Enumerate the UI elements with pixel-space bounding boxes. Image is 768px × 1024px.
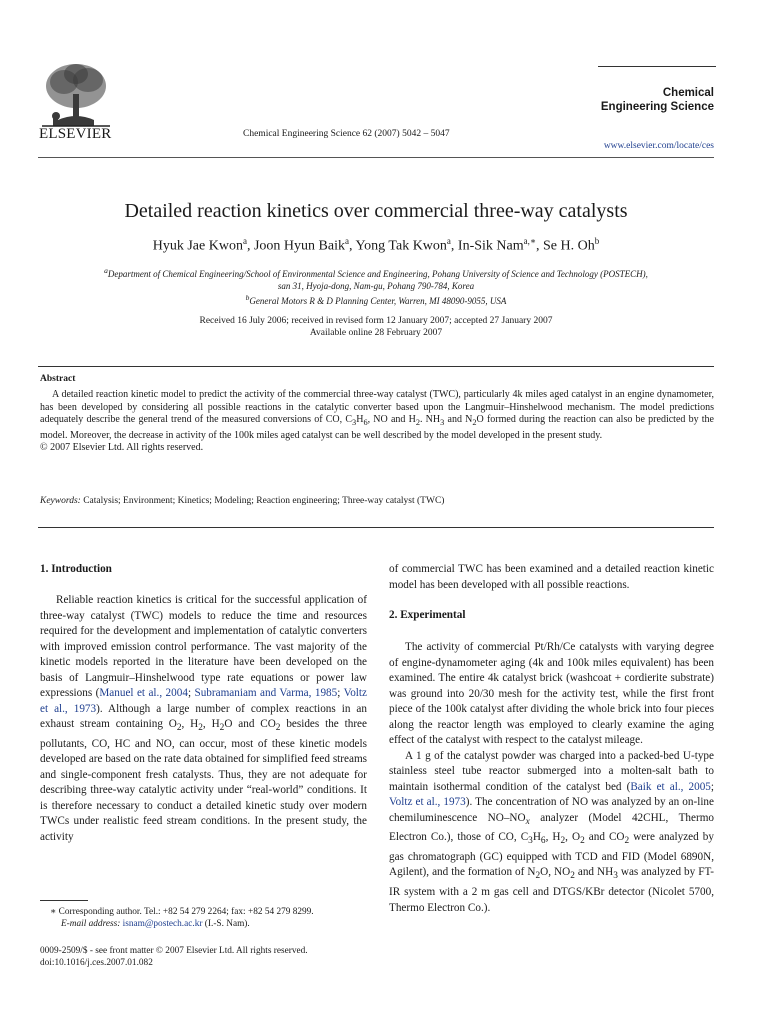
- journal-name-line2: Engineering Science: [600, 101, 714, 113]
- publisher-name: ELSEVIER: [39, 126, 112, 142]
- author-name: Yong Tak Kwon: [355, 238, 447, 254]
- keywords: [40, 496, 714, 506]
- article-title: Detailed reaction kinetics over commercial three-way catalysts: [124, 200, 628, 222]
- author-name: Hyuk Jae Kwon: [152, 238, 243, 254]
- received-dates: Received 16 July 2006; received in revised form 12 January 2007; accepted 27 January 2007: [199, 316, 553, 326]
- affiliation-b-text: General Motors R & D Planning Center, Warren, MI 48090-9055, USA: [249, 296, 507, 306]
- intro-paragraph: Reliable reaction kinetics is critical for the successful application of three-way catalyst (TWC) models to reduce the time and resources required for the development and implementation of catalytic converters with improved emission control performance. The vast majority of the kinetic models reported in the literature have been developed on the basis of Langmuir–Hinshelwood type rate equations or power law expressions (Manuel et al., 2004; Subramaniam and Varma, 1985; Voltz et al., 1973). Although a large number of complex reactions in an exhaust stream containing $O_2$, $H_2$, $H_2O$ and $CO_2$ besides the three pollutants, CO, HC and NO, can occur, most of these kinetic models developed are based on the rate data obtained for simplified feed streams and single-component fresh catalysts. Thus, they are not adequate for describing three-way catalytic activity under “real-world” conditions. It is therefore necessary to conduct a detailed kinetic study over modern TWCs under realistic feed stream conditions. In the present study, the activity: [40, 594, 367, 843]
- reference-link[interactable]: Subramaniam and Varma, 1985: [194, 687, 338, 699]
- journal-citation: Chemical Engineering Science 62 (2007) 5042 – 5047: [243, 129, 450, 139]
- header-divider: [38, 157, 714, 158]
- reference-link[interactable]: Voltz et al., 1973: [389, 796, 466, 808]
- abstract-copyright: © 2007 Elsevier Ltd. All rights reserved.: [40, 442, 204, 454]
- email-suffix: (I.-S. Nam).: [204, 919, 250, 929]
- email-link[interactable]: isnam@postech.ac.kr: [122, 919, 203, 929]
- keywords-label: Keywords:: [40, 496, 81, 506]
- author-name: Joon Hyun Baik: [253, 238, 345, 254]
- journal-name: [598, 86, 714, 114]
- author-name: Se H. Oh: [543, 238, 595, 254]
- footnote-mark: ∗: [50, 907, 57, 917]
- author-affiliation-mark: b: [594, 236, 600, 246]
- footnote-rule: [40, 900, 88, 901]
- author-affiliation-mark: a,∗: [523, 236, 537, 246]
- keywords-list: Catalysis; Environment; Kinetics; Modeling; Reaction engineering; Three-way catalyst (TWC): [83, 496, 445, 506]
- abstract-paragraph: A detailed reaction kinetic model to predict the activity of the commercial three-way catalyst (TWC), particularly 4k miles aged catalyst in an engine dynamometer, has been developed by considering all possible reactions in the catalytic converter based upon the Langmuir–Hinshelwood mechanism. The model predictions adequately describe the general trend of the measured conversions of CO, $C_3H_6$, NO and $H_2$. $NH_3$ and $N_2O$ formed during the reaction can also be predicted by the model. Moreover, the decrease in activity of the 100k miles aged catalyst can be well described by the model developed in the present study.: [40, 389, 715, 441]
- corresponding-author-footnote: [50, 906, 370, 918]
- corresponding-author-text: Corresponding author. Tel.: +82 54 279 2264; fax: +82 54 279 8299.: [58, 907, 314, 917]
- introduction-body: [40, 593, 367, 845]
- author-name: In-Sik Nam: [457, 238, 524, 254]
- email-footnote: [61, 918, 371, 930]
- journal-name-line1: Chemical: [662, 87, 714, 99]
- journal-url-link[interactable]: www.elsevier.com/locate/ces: [603, 141, 714, 151]
- experimental-paragraph: The activity of commercial Pt/Rh/Ce catalysts with varying degree of engine-dynamometer aging (4k and 100k miles equivalent) has been examined. The entire 4k catalyst brick (washcoat + cordierite substrate) was ground into 20/30 mesh for the activity test, while the first front piece of the 100k catalyst after dividing the whole brick into four pieces along the reactor length was employed to clearly examine the aging effect of the catalyst with respect to the catalyst mileage.: [389, 641, 714, 746]
- abstract-body: [40, 389, 714, 455]
- affiliation-a-mark: a: [104, 266, 108, 275]
- section-heading-introduction: 1. Introduction: [40, 563, 112, 575]
- author-affiliation-mark: a: [446, 236, 451, 246]
- author-list: Hyuk Jae Kwon$^a$, Joon Hyun Baik$^a$, Yong Tak Kwon$^a$, In-Sik Nam$^{a,∗}$, Se H. Oh$^b$: [152, 236, 600, 254]
- author-affiliation-mark: a: [344, 236, 349, 246]
- affiliation-a-line2: san 31, Hyoja-dong, Nam-gu, Pohang 790-784, Korea: [277, 281, 475, 291]
- abstract-bottom-divider: [38, 527, 714, 528]
- intro-continued-paragraph: of commercial TWC has been examined and a detailed reaction kinetic model has been developed with all possible reactions.: [389, 563, 714, 591]
- email-label: E-mail address:: [61, 919, 121, 929]
- affiliation-b: [38, 292, 714, 307]
- experimental-body: [389, 640, 714, 916]
- doi-line: doi:10.1016/j.ces.2007.01.082: [40, 958, 153, 968]
- reference-link[interactable]: Manuel et al., 2004: [99, 687, 188, 699]
- journal-rule: [598, 66, 716, 67]
- abstract-top-divider: [38, 366, 714, 367]
- author-affiliation-mark: a: [242, 236, 247, 246]
- introduction-continued: [389, 562, 714, 593]
- abstract-heading: Abstract: [40, 374, 76, 384]
- issn-line: 0009-2509/$ - see front matter © 2007 Elsevier Ltd. All rights reserved.: [40, 946, 308, 956]
- affiliation-a-line1: Department of Chemical Engineering/School of Environmental Science and Engineering, Pohang University of Science and Technology (POSTECH),: [107, 269, 648, 279]
- experimental-paragraph: A 1 g of the catalyst powder was charged into a packed-bed U-type stainless steel tube reactor submerged into a molten-salt bath to maintain isothermal condition of the catalyst bed (Baik et al., 2005; Voltz et al., 1973). The concentration of NO was analyzed by an on-line chemiluminescence $NO-NO_x$ analyzer (Model 42CHL, Thermo Electron Co.), those of CO, $C_3H_6$, $H_2$, $O_2$ and $CO_2$ were analyzed by gas chromatograph (GC) equipped with TCD and FID (Model 6890N, Agilent), and the formation of $N_2O$, $NO_2$ and $NH_3$ was analyzed by FT-IR system with a 2 m gas cell and DTGS/KBr detector (Nicolet 5700, Thermo Electron Co.).: [389, 749, 715, 914]
- reference-link[interactable]: Voltz et al., 1973: [40, 687, 367, 715]
- section-heading-experimental: 2. Experimental: [389, 609, 466, 621]
- reference-link[interactable]: Baik et al., 2005: [630, 780, 711, 793]
- online-date: Available online 28 February 2007: [309, 328, 443, 338]
- affiliation-a: [38, 265, 714, 292]
- affiliation-b-mark: b: [245, 293, 250, 302]
